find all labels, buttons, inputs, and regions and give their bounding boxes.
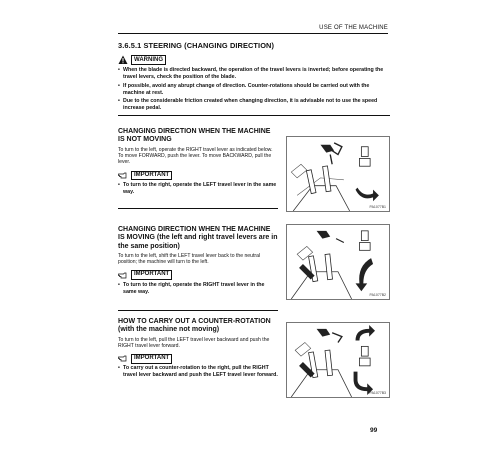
warning-label-row — [118, 54, 390, 65]
travel-levers-drawing — [287, 137, 389, 211]
pointing-hand-icon — [118, 355, 128, 362]
important-bullet: • To turn to the right, operate the RIGHT travel lever in the same way. — [118, 282, 278, 296]
block-rule — [118, 208, 278, 209]
lever-illustration-3 — [286, 322, 390, 398]
image-code: PA1077B3 — [369, 391, 386, 395]
warning-bullet: • Due to the considerable friction created when changing direction, it is advisable not to use the speed increase pedal. — [118, 98, 390, 112]
block-text — [118, 226, 278, 296]
block-moving — [118, 226, 390, 297]
page-content — [118, 41, 390, 122]
warning-bullet: • When the blade is directed backward, the operation of the travel levers is inverted; before operating the travel levers, check the position of the blade. — [118, 67, 390, 81]
section-title: 3.6.5.1 STEERING (CHANGING DIRECTION) — [118, 41, 275, 50]
travel-levers-drawing — [287, 323, 389, 397]
travel-levers-drawing — [287, 225, 389, 299]
block-heading: HOW TO CARRY OUT A COUNTER-ROTATION (with the machine not moving) — [118, 318, 271, 334]
important-label: IMPORTANT — [131, 354, 172, 364]
block-heading: CHANGING DIRECTION WHEN THE MACHINE IS NOT MOVING — [118, 128, 271, 144]
image-code: PA1077B2 — [369, 293, 386, 297]
running-header: USE OF THE MACHINE — [319, 25, 388, 31]
warning-bullet: • If possible, avoid any abrupt change of direction. Counter-rotations should be carried out with the machine at rest. — [118, 83, 390, 97]
block-paragraph: To turn to the left, pull the LEFT travel lever backward and push the RIGHT travel lever forward. — [118, 336, 270, 349]
lever-illustration-2 — [286, 224, 390, 300]
important-bullet: • To turn to the right, operate the LEFT travel lever in the same way. — [118, 182, 278, 196]
block-text — [118, 128, 278, 196]
important-label-row — [118, 271, 278, 280]
header-rule — [118, 33, 388, 34]
block-paragraph: To turn to the left, operate the RIGHT travel lever as indicated below. To move FORWARD, push the lever. To move BACKWARD, pull the lever. — [118, 146, 273, 166]
lever-illustration-1 — [286, 136, 390, 212]
important-label: IMPORTANT — [131, 171, 172, 181]
block-rule — [118, 310, 278, 311]
image-code: PA1077B1 — [369, 205, 386, 209]
block-paragraph: To turn to the left, shift the LEFT travel lever back to the neutral position; the machine will turn to the left. — [118, 252, 261, 266]
pointing-hand-icon — [118, 172, 128, 179]
warning-triangle-icon — [118, 55, 128, 65]
warning-bullets — [118, 67, 390, 113]
important-bullet: • To carry out a counter-rotation to the right, pull the RIGHT travel lever backward and push the LEFT travel lever forward. — [118, 365, 278, 379]
block-heading: CHANGING DIRECTION WHEN THE MACHINE IS MOVING (the left and right travel levers are in the same position) — [118, 226, 278, 250]
warning-label: WARNING — [131, 55, 166, 65]
page-number: 99 — [370, 427, 378, 434]
important-label-row — [118, 354, 278, 363]
warning-rule — [118, 115, 390, 116]
important-label-row — [118, 171, 278, 180]
block-counter-rotation — [118, 318, 390, 395]
block-not-moving — [118, 128, 390, 209]
pointing-hand-icon — [118, 272, 128, 279]
block-text — [118, 318, 278, 379]
important-label: IMPORTANT — [131, 270, 172, 280]
